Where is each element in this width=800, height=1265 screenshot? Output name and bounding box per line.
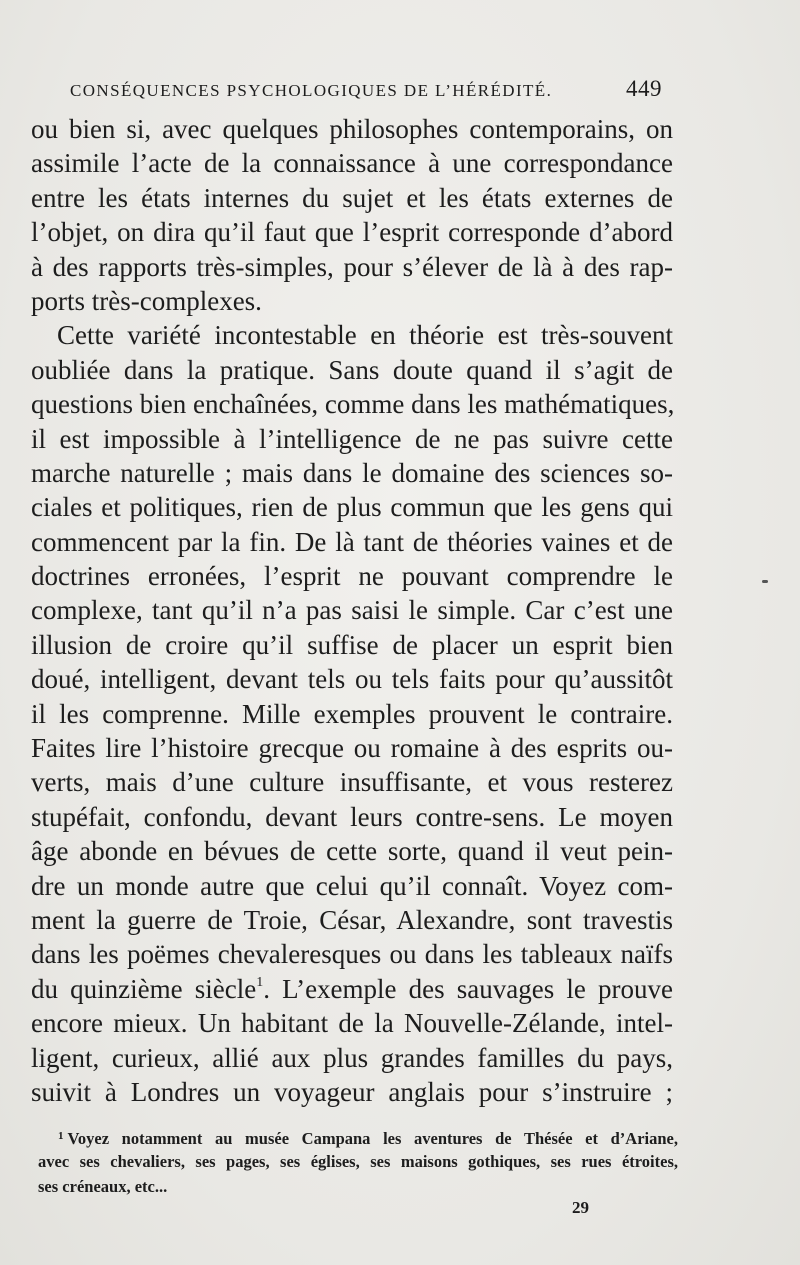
text-line: dans les poëmes chevaleresques ou dans les tableaux naïfs <box>31 939 673 970</box>
text-line: doctrines erronées, l’esprit ne pouvant comprendre le <box>31 561 673 592</box>
text-line: marche naturelle ; mais dans le domaine des sciences so- <box>31 457 673 488</box>
text-line: oubliée dans la pratique. Sans doute quand il s’agit de <box>31 354 673 385</box>
text-line: entre les états internes du sujet et les états externes de <box>31 182 673 213</box>
footnote-line: ses créneaux, etc... <box>38 1177 168 1196</box>
footnote-line <box>38 1124 678 1149</box>
text-line: âge abonde en bévues de cette sorte, quand il veut pein- <box>31 836 673 867</box>
text-line: à des rapports très-simples, pour s’élever de là à des rap- <box>31 251 673 282</box>
text-line: doué, intelligent, devant tels ou tels faits pour qu’aussitôt <box>31 664 673 695</box>
text-line: suivit à Londres un voyageur anglais pour s’instruire ; <box>31 1076 673 1107</box>
page-number: 449 <box>626 76 662 101</box>
running-head <box>70 76 662 102</box>
text-line: dre un monde autre que celui qu’il connaît. Voyez com- <box>31 870 673 901</box>
text-line: Faites lire l’histoire grecque ou romaine à des esprits ou- <box>31 733 673 764</box>
paper-speck <box>762 580 768 583</box>
text-line-with-footnote-ref <box>31 972 673 1006</box>
text-line: ment la guerre de Troie, César, Alexandre, sont travestis <box>31 904 673 935</box>
footnote-reference: 1 <box>256 974 264 990</box>
text-line: Cette variété incontestable en théorie est très-souvent <box>57 320 673 351</box>
footnote-marker: 1 <box>58 1130 64 1142</box>
text-fragment: du quinzième siècle <box>31 973 257 1004</box>
body-text <box>31 112 673 1109</box>
footnote <box>38 1124 678 1199</box>
footnote-text: Voyez notamment au musée Campana les aventures de Thésée et d’Ariane, <box>67 1129 678 1148</box>
text-line: questions bien enchaînées, comme dans les mathématiques, <box>31 389 675 420</box>
text-line: encore mieux. Un habitant de la Nouvelle-Zélande, intel- <box>31 1008 673 1039</box>
text-line: ports très-complexes. <box>31 285 262 316</box>
text-line: il les comprenne. Mille exemples prouvent le contraire. <box>31 698 673 729</box>
running-title: CONSÉQUENCES PSYCHOLOGIQUES DE L’HÉRÉDITÉ. <box>70 81 553 100</box>
text-line: illusion de croire qu’il suffise de placer un esprit bien <box>31 629 673 660</box>
text-line: commencent par la fin. De là tant de théories vaines et de <box>31 526 673 557</box>
text-line: verts, mais d’une culture insuffisante, et vous resterez <box>31 767 673 798</box>
text-line: ligent, curieux, allié aux plus grandes familles du pays, <box>31 1042 673 1073</box>
text-line: l’objet, on dira qu’il faut que l’esprit corresponde d’abord <box>31 217 673 248</box>
text-fragment: . L’exemple des sauvages le prouve <box>263 973 673 1004</box>
footnote-line: avec ses chevaliers, ses pages, ses églises, ses maisons gothiques, ses rues étroites, <box>38 1152 678 1171</box>
text-line: il est impossible à l’intelligence de ne pas suivre cette <box>31 423 673 454</box>
text-line: ou bien si, avec quelques philosophes contemporains, on <box>31 114 673 144</box>
text-line: ciales et politiques, rien de plus commun que les gens qui <box>31 492 673 523</box>
signature-mark: 29 <box>572 1198 589 1217</box>
text-line: assimile l’acte de la connaissance à une correspondance <box>31 148 673 179</box>
text-line: complexe, tant qu’il n’a pas saisi le simple. Car c’est une <box>31 595 673 626</box>
text-line: stupéfait, confondu, devant leurs contre-sens. Le moyen <box>31 801 673 832</box>
